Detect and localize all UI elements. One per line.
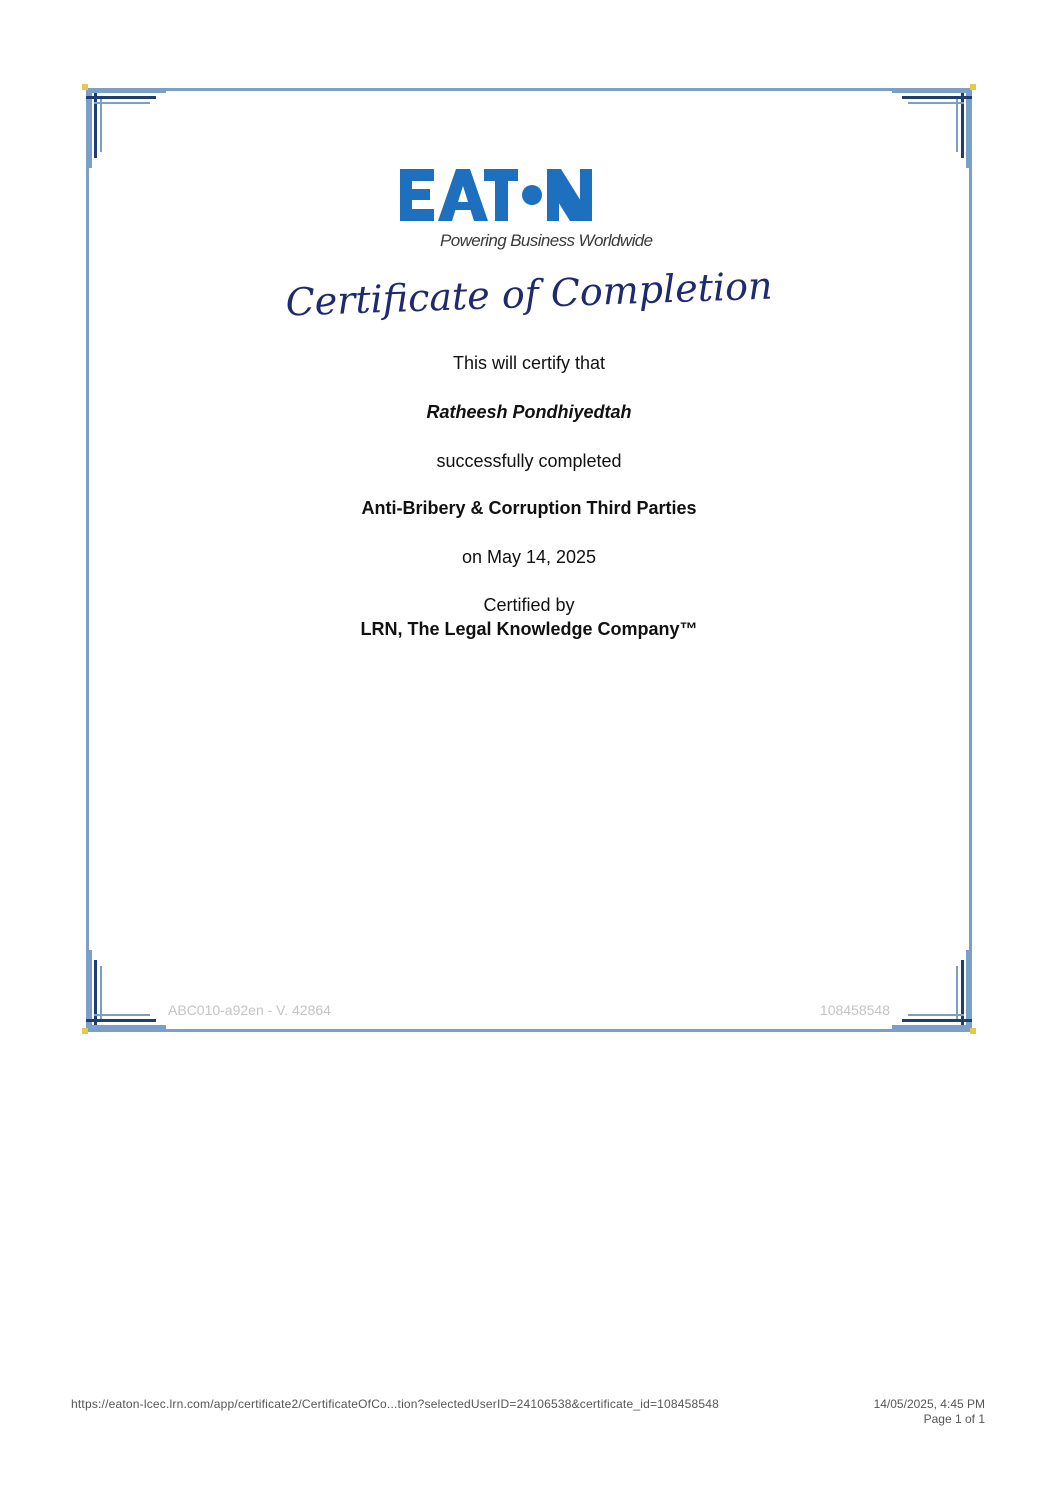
certificate-number: 108458548 [819,1002,890,1018]
print-url: https://eaton-lcec.lrn.com/app/certificate2/CertificateOfCo...tion?selectedUserID=24106538&certificate_id=108458548 [71,1397,720,1411]
page-number: Page 1 of 1 [923,1412,985,1426]
print-datetime: 14/05/2025, 4:45 PM [873,1397,985,1411]
corner-ornament-bottom-left [80,946,170,1036]
course-code: ABC010-a92en - V. 42864 [168,1002,331,1018]
intro-text: This will certify that [452,353,606,373]
certifier-name: LRN, The Legal Knowledge Company™ [360,619,698,639]
corner-ornament-top-right [888,82,978,172]
eaton-wordmark-icon [398,166,598,224]
certified-by-label: Certified by [483,595,575,615]
course-title: Anti-Bribery & Corruption Third Parties [361,498,697,518]
corner-ornament-top-left [80,82,170,172]
recipient-name: Ratheesh Pondhiyedtah [426,402,632,422]
completion-date: on May 14, 2025 [461,547,597,567]
logo-tagline: Powering Business Worldwide [440,231,653,250]
certificate-title: Certificate of Completion [284,263,774,325]
completed-text: successfully completed [436,451,622,471]
corner-ornament-bottom-right [888,946,978,1036]
